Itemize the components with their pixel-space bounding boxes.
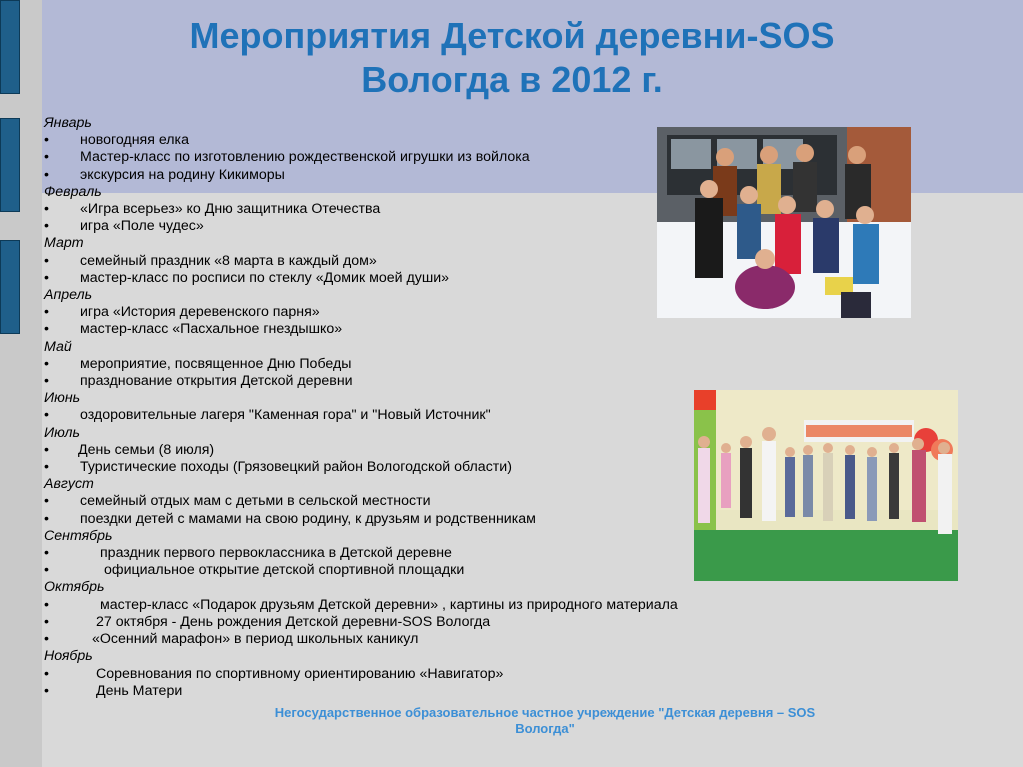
month-heading: Июль [44,424,80,441]
bullet-icon: • [44,373,49,390]
month-heading: Июнь [44,390,81,407]
event-item: официальное открытие детской спортивной площадки [104,562,465,579]
winter-group-photo [657,127,911,318]
event-item: «Осенний марафон» в период школьных каникул [92,631,419,648]
bullet-icon: • [44,665,49,682]
event-item: Мастер-класс по изготовлению рождественской игрушки из войлока [80,149,530,166]
bullet-icon: • [44,269,49,286]
footer-organization [230,705,860,737]
left-strip [0,0,42,767]
bullet-icon: • [44,562,49,579]
event-item: Туристические походы (Грязовецкий район Вологодской области) [80,459,512,476]
event-item: 27 октября - День рождения Детской деревни-SOS Вологда [96,613,491,630]
side-tab-3 [0,240,20,334]
bullet-icon: • [44,441,49,458]
footer-line-1: Негосударственное образовательное частное учреждение "Детская деревня – SOS [274,705,816,720]
event-item: праздник первого первоклассника в Детской деревне [100,545,452,562]
event-item: игра «Поле чудес» [80,218,204,235]
event-item: День Матери [96,682,183,699]
event-item: игра «История деревенского парня» [80,304,320,321]
month-heading: Январь [44,115,92,131]
events-schedule [44,115,764,700]
event-item: празднование открытия Детской деревни [80,373,353,390]
event-item: семейный праздник «8 марта в каждый дом» [80,252,377,269]
bullet-icon: • [44,596,49,613]
event-item: семейный отдых мам с детьми в сельской местности [80,493,431,510]
side-tab-1 [0,0,20,94]
bullet-icon: • [44,459,49,476]
event-item: оздоровительные лагеря "Каменная гора" и "Новый Источник" [80,407,491,424]
side-tab-2 [0,118,20,212]
bullet-icon: • [44,166,49,183]
bullet-icon: • [44,218,49,235]
month-heading: Ноябрь [44,648,93,665]
footer-line-2: Вологда" [515,721,575,736]
event-item: мастер-класс «Пасхальное гнездышко» [80,321,343,338]
event-item: День семьи (8 июля) [78,441,215,458]
bullet-icon: • [44,631,49,648]
indoor-photo-illustration [694,390,958,581]
month-heading: Март [44,235,84,252]
slide-title [42,14,982,102]
bullet-icon: • [44,132,49,149]
event-item: экскурсия на родину Кикиморы [80,166,285,183]
event-item: поездки детей с мамами на свою родину, к друзьям и родственникам [80,510,536,527]
event-item: мастер-класс по росписи по стеклу «Домик моей души» [80,269,450,286]
bullet-icon: • [44,149,49,166]
bullet-icon: • [44,321,49,338]
month-heading: Май [44,338,72,355]
month-heading: Сентябрь [44,527,113,544]
indoor-event-photo [694,390,958,581]
winter-photo-illustration [657,127,911,318]
bullet-icon: • [44,493,49,510]
bullet-icon: • [44,201,49,218]
bullet-icon: • [44,545,49,562]
bullet-icon: • [44,510,49,527]
bullet-icon: • [44,355,49,372]
bullet-icon: • [44,613,49,630]
event-item: мероприятие, посвященное Дню Победы [80,355,352,372]
bullet-icon: • [44,682,49,699]
title-line-1: Мероприятия Детской деревни-SOS [189,15,835,56]
month-heading: Август [44,476,94,493]
month-heading: Февраль [44,183,102,200]
event-item: «Игра всерьез» ко Дню защитника Отечества [80,201,381,218]
bullet-icon: • [44,407,49,424]
event-item: Соревнования по спортивному ориентированию «Навигатор» [96,665,504,682]
month-heading: Апрель [44,287,93,304]
title-line-2: Вологда в 2012 г. [361,59,663,100]
bullet-icon: • [44,304,49,321]
event-item: мастер-класс «Подарок друзьям Детской деревни» , картины из природного материала [100,596,678,613]
month-heading: Октябрь [44,579,105,596]
bullet-icon: • [44,252,49,269]
event-item: новогодняя елка [80,132,189,149]
